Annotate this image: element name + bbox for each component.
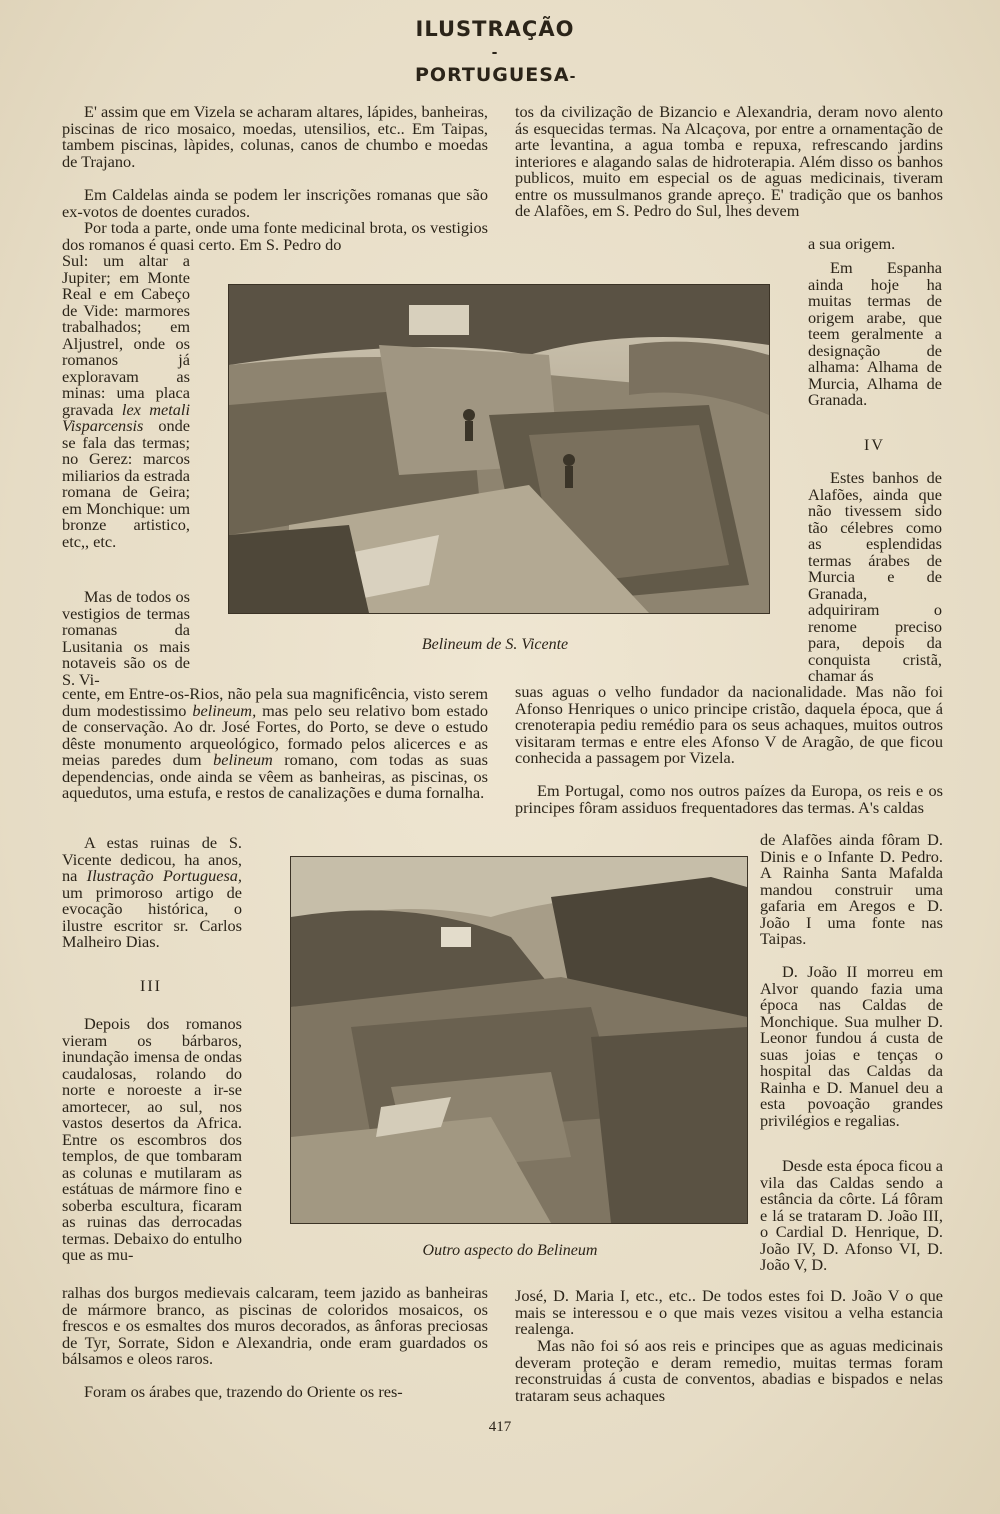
paragraph: D. João II morreu em Alvor quando fazia uma época nas Caldas de Monchique. Sua mulher D. Leonor fundou á custa de suas joias e tenças o hospital das Caldas da Rainha e D. Manuel deu a esta povoação grandes privilégios e regalias.	[760, 962, 943, 1130]
text-run: A estas ruinas de S. Vicente dedicou, ha anos, na	[62, 833, 242, 885]
paragraph	[62, 686, 488, 802]
paragraph: de Alafões ainda fôram D. Dinis e o Infante D. Pedro. A Rainha Santa Mafalda mandou construir uma gafaria em Aregos e D. João I uma fonte nas Taipas.	[760, 830, 943, 948]
photo-belineum-other-aspect	[290, 856, 748, 1224]
photo-belineum-ruins	[228, 284, 770, 614]
paragraph: E' assim que em Vizela se acharam altares, lápides, banheiras, piscinas de rico mosaico, moedas, utensilios, etc.. Em Taipas, tambem piscinas, làpides, colunas, canos de chumbo e moedas de Trajano.	[62, 102, 488, 171]
paragraph: tos da civilização de Bizancio e Alexandria, deram novo alento ás esquecidas termas. Na Alcaçova, por entre a ornamentação de arte levantina, a agua tomba e repuxa, refrescando jardins interiores e alagando salas de hidroterapia. Além disso os banhos publicos, muito em especial os de aguas medicinais, tiveram entre os mussulmanos grande apreço. E' tradição que os banhos de Alafões, em S. Pedro do Sul, lhes devem	[515, 102, 943, 220]
paragraph: Mas não foi só aos reis e principes que as aguas medicinais deveram proteção e deram remedio, muitas termas foram reconstruidas á custa de conventos, abadias e bispados e nelas trataram seus achaques	[515, 1336, 943, 1405]
paragraph: Estes banhos de Alafões, ainda que não tivessem sido tão célebres como as esplendidas termas árabes de Murcia e de Granada, adquiriram o renome preciso para, depois da conquista cristã, chamar ás	[808, 468, 942, 685]
paragraph: ralhas dos burgos medievais calcaram, teem jazido as banheiras de mármore branco, as piscinas de coloridos mosaicos, os frescos e os esmaltes dos muros decorados, as ânforas preciosas de Tyr, Sorrate, Sidon e Alexandria, onde eram guardados os bálsamos e oleos raros.	[62, 1283, 488, 1368]
text-run: Sul: um altar a Jupiter; em Monte Real e em Cabeço de Vide: marmores trabalhados; em Aljustrel, onde os romanos já exploravam as minas: uma placa gravada	[62, 251, 190, 419]
text-run: onde se fala das termas; no Gerez: marcos miliarios da estrada romana de Geira; em Monchique: um bronze artistico, etc,, etc.	[62, 416, 190, 551]
paragraph: suas aguas o velho fundador da nacionalidade. Mas não foi Afonso Henriques o unico principe cristão, daquela época, que á crenoterapia pediu remédio para os seus achaques, muitos outros visitaram termas e entre eles Afonso V de Aragão, de que ficou conhecida a passagem por Vizela.	[515, 682, 943, 767]
photo-belineum-other-aspect-image	[291, 857, 747, 1223]
text-run: um primoroso artigo de evocação histórica, o ilustre escritor sr. Carlos Malheiro Dias.	[62, 882, 242, 951]
paragraph: Mas de todos os vestigios de termas romanas da Lusitania os mais notaveis são os de S. Vi-	[62, 587, 190, 689]
section-numeral: III	[140, 978, 162, 995]
page-number: 417	[488, 1419, 512, 1435]
paragraph: José, D. Maria I, etc., etc.. De todos estes foi D. João V o que mais se interessou e o que mais vezes visitou a velha estancia realenga.	[515, 1286, 943, 1338]
text-run: mas pelo seu relativo bom estado de conservação. Ao dr. José Fortes, do Porto, se deve o estudo dêste monumento arqueológico, formado pelos alicerces e as meias paredes dum	[62, 700, 488, 769]
paragraph	[62, 835, 242, 951]
paragraph: Em Portugal, como nos outros paízes da Europa, os reis e os principes fôram assiduos frequentadores das termas. A's caldas	[515, 781, 943, 817]
section-numeral: IV	[864, 437, 885, 454]
masthead-line2-wrap: -PORTUGUESA-	[415, 45, 577, 86]
latin-inscription: lex metali Visparcensis	[62, 399, 190, 435]
photo-caption: Belineum de S. Vicente	[421, 636, 569, 653]
paragraph	[62, 253, 190, 550]
paragraph: Por toda a parte, onde uma fonte medicinal brota, os vestigios dos romanos é quasi certo. Em S. Pedro do	[62, 218, 488, 254]
paragraph: Em Espanha ainda hoje ha muitas termas de origem arabe, que teem geralmente a designação de alhama: Alhama de Murcia, Alhama de Granada.	[808, 258, 942, 409]
paragraph: Foram os árabes que, trazendo do Oriente os res-	[84, 1382, 403, 1401]
photo-caption: Outro aspecto do Belineum	[422, 1242, 598, 1259]
masthead-line2: PORTUGUESA	[415, 64, 570, 86]
masthead-line1: ILUSTRAÇÃO	[415, 17, 575, 41]
photo-belineum-ruins-image	[229, 285, 769, 613]
paragraph: a sua origem.	[808, 234, 896, 253]
italic-term: belineum,	[192, 700, 257, 720]
italic-term: belineum	[213, 750, 273, 769]
masthead-logo	[415, 18, 575, 88]
text-run: cente, em Entre-os-Rios, não pela sua magnificência, visto serem dum modestissimo	[62, 684, 488, 720]
paragraph: Desde esta época ficou a vila das Caldas sendo a estância da côrte. Lá fôram e lá se trataram D. João III, o Cardial D. Henrique, D. João IV, D. Afonso VI, D. João V, D.	[760, 1156, 943, 1274]
text-run: romano, com todas as suas dependencias, onde ainda se vêem as banheiras, as piscinas, os aquedutos, uma estufa, e restos de canalizações e duma fornalha.	[62, 750, 488, 802]
paragraph: Depois dos romanos vieram os bárbaros, inundação imensa de ondas caudalosas, rolando do norte e noroeste a ir-se amortecer, ao sul, nos vastos desertos da Africa. Entre os escombros dos templos, de que tombaram as colunas e mutilaram as estátuas de mármore fino e soberba escultura, ficaram as ruinas das derrocadas termas. Debaixo do entulho que as mu-	[62, 1014, 242, 1264]
italic-title: Ilustração Portuguesa,	[86, 866, 242, 885]
paragraph: Em Caldelas ainda se podem ler inscrições romanas que são ex-votos de doentes curados.	[62, 185, 488, 221]
